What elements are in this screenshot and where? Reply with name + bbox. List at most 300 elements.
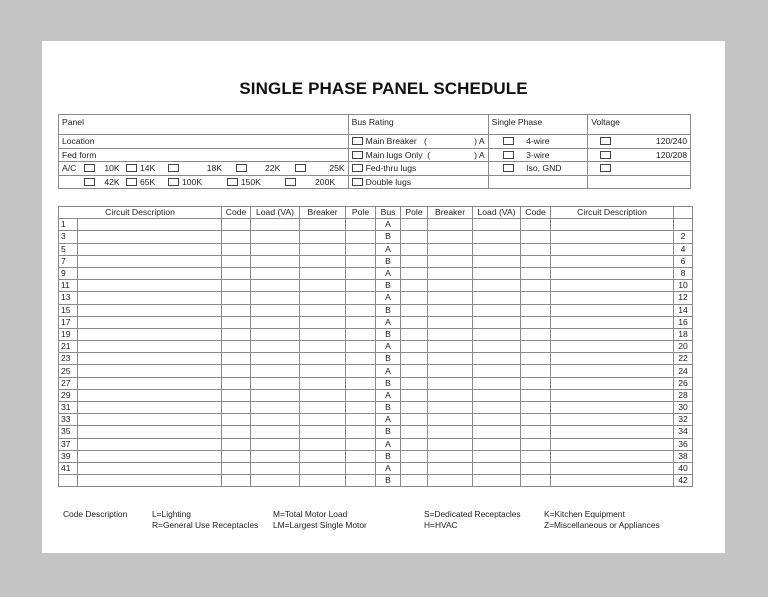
breaker-right[interactable] [428, 438, 473, 450]
load-left[interactable] [251, 353, 300, 365]
pole-right[interactable] [401, 353, 428, 365]
pole-left[interactable] [346, 328, 376, 340]
load-left[interactable] [251, 231, 300, 243]
breaker-right[interactable] [428, 389, 473, 401]
circuit-number-right: 34 [674, 426, 693, 438]
circuit-row [59, 231, 693, 243]
circuit-description-left[interactable] [78, 377, 222, 389]
pole-left[interactable] [346, 377, 376, 389]
circuit-number-left: 29 [59, 389, 78, 401]
checkbox-icon[interactable] [352, 178, 363, 186]
circuit-description-right[interactable] [551, 389, 674, 401]
load-left[interactable] [251, 243, 300, 255]
bus-phase: B [376, 475, 401, 487]
circuit-description-right[interactable] [551, 328, 674, 340]
code-right[interactable] [521, 316, 551, 328]
pole-left[interactable] [346, 414, 376, 426]
breaker-left[interactable] [300, 365, 346, 377]
header-code-right: Code [521, 207, 551, 219]
checkbox-icon[interactable] [352, 164, 363, 172]
code-left[interactable] [222, 462, 251, 474]
code-right[interactable] [521, 243, 551, 255]
checkbox-icon[interactable] [126, 164, 137, 172]
pole-left[interactable] [346, 316, 376, 328]
circuit-description-left[interactable] [78, 402, 222, 414]
breaker-right[interactable] [428, 328, 473, 340]
load-left[interactable] [251, 475, 300, 487]
load-right[interactable] [473, 255, 521, 267]
circuit-description-right[interactable] [551, 438, 674, 450]
code-left[interactable] [222, 292, 251, 304]
pole-left[interactable] [346, 475, 376, 487]
circuit-description-left[interactable] [78, 426, 222, 438]
checkbox-icon[interactable] [227, 178, 238, 186]
checkbox-icon[interactable] [503, 151, 514, 159]
load-left[interactable] [251, 316, 300, 328]
pole-left[interactable] [346, 389, 376, 401]
bus-phase: A [376, 438, 401, 450]
legend-col-2: M=Total Motor Load LM=Largest Single Motor [273, 509, 367, 530]
code-right[interactable] [521, 280, 551, 292]
load-right[interactable] [473, 475, 521, 487]
panel-info-table [58, 114, 691, 189]
code-left[interactable] [222, 377, 251, 389]
pole-right[interactable] [401, 377, 428, 389]
breaker-left[interactable] [300, 389, 346, 401]
pole-right[interactable] [401, 341, 428, 353]
ac-rating-row-2: 42K 65K 100K 150K 200K [59, 175, 349, 189]
code-left[interactable] [222, 231, 251, 243]
circuit-description-right[interactable] [551, 243, 674, 255]
circuit-number-left: 9 [59, 267, 78, 279]
breaker-right[interactable] [428, 255, 473, 267]
load-right[interactable] [473, 402, 521, 414]
checkbox-icon[interactable] [352, 151, 363, 159]
pole-right[interactable] [401, 219, 428, 231]
circuit-description-right[interactable] [551, 304, 674, 316]
circuit-description-right[interactable] [551, 353, 674, 365]
load-left[interactable] [251, 402, 300, 414]
breaker-left[interactable] [300, 292, 346, 304]
circuit-number-left: 3 [59, 231, 78, 243]
circuit-number-right: 8 [674, 267, 693, 279]
pole-left[interactable] [346, 255, 376, 267]
bus-option-main-breaker[interactable]: Main Breaker ( ) A [348, 135, 488, 149]
pole-left[interactable] [346, 304, 376, 316]
checkbox-icon[interactable] [84, 164, 95, 172]
pole-right[interactable] [401, 365, 428, 377]
bus-phase: B [376, 231, 401, 243]
pole-right[interactable] [401, 328, 428, 340]
load-left[interactable] [251, 280, 300, 292]
circuit-row [59, 341, 693, 353]
circuit-description-right[interactable] [551, 219, 674, 231]
circuit-description-left[interactable] [78, 280, 222, 292]
load-right[interactable] [473, 328, 521, 340]
load-left[interactable] [251, 438, 300, 450]
circuit-number-right: 12 [674, 292, 693, 304]
checkbox-icon[interactable] [503, 137, 514, 145]
circuit-row [59, 255, 693, 267]
circuit-number-right: 40 [674, 462, 693, 474]
circuit-row [59, 219, 693, 231]
load-right[interactable] [473, 414, 521, 426]
checkbox-icon[interactable] [503, 164, 514, 172]
circuit-description-right[interactable] [551, 426, 674, 438]
circuit-description-right[interactable] [551, 316, 674, 328]
code-right[interactable] [521, 267, 551, 279]
breaker-right[interactable] [428, 450, 473, 462]
circuit-row [59, 462, 693, 474]
pole-right[interactable] [401, 304, 428, 316]
code-left[interactable] [222, 389, 251, 401]
pole-left[interactable] [346, 353, 376, 365]
code-description-label: Code Description [63, 509, 128, 519]
legend-col-1: L=Lighting R=General Use Receptacles [152, 509, 259, 530]
pole-right[interactable] [401, 316, 428, 328]
load-left[interactable] [251, 414, 300, 426]
pole-left[interactable] [346, 462, 376, 474]
load-right[interactable] [473, 450, 521, 462]
pole-left[interactable] [346, 341, 376, 353]
checkbox-icon[interactable] [168, 164, 179, 172]
breaker-right[interactable] [428, 341, 473, 353]
circuit-description-left[interactable] [78, 389, 222, 401]
code-left[interactable] [222, 438, 251, 450]
load-right[interactable] [473, 462, 521, 474]
load-right[interactable] [473, 316, 521, 328]
load-right[interactable] [473, 267, 521, 279]
bus-phase: A [376, 292, 401, 304]
load-right[interactable] [473, 426, 521, 438]
pole-left[interactable] [346, 402, 376, 414]
code-left[interactable] [222, 475, 251, 487]
pole-left[interactable] [346, 219, 376, 231]
circuit-description-right[interactable] [551, 365, 674, 377]
load-left[interactable] [251, 389, 300, 401]
checkbox-icon[interactable] [600, 151, 611, 159]
load-left[interactable] [251, 365, 300, 377]
circuit-number-right: 42 [674, 475, 693, 487]
circuit-description-right[interactable] [551, 292, 674, 304]
pole-right[interactable] [401, 231, 428, 243]
breaker-right[interactable] [428, 219, 473, 231]
checkbox-icon[interactable] [126, 178, 137, 186]
breaker-right[interactable] [428, 377, 473, 389]
load-right[interactable] [473, 353, 521, 365]
load-right[interactable] [473, 365, 521, 377]
breaker-right[interactable] [428, 316, 473, 328]
code-right[interactable] [521, 402, 551, 414]
pole-right[interactable] [401, 475, 428, 487]
code-left[interactable] [222, 365, 251, 377]
code-left[interactable] [222, 414, 251, 426]
header-circuit-description-right: Circuit Description [551, 207, 674, 219]
bus-option-fed-thru[interactable]: Fed-thru lugs [348, 162, 488, 176]
code-left[interactable] [222, 280, 251, 292]
phase-option-3wire[interactable]: 3-wire [488, 148, 588, 162]
breaker-left[interactable] [300, 438, 346, 450]
circuit-number-left: 33 [59, 414, 78, 426]
code-right[interactable] [521, 341, 551, 353]
breaker-left[interactable] [300, 450, 346, 462]
checkbox-icon[interactable] [600, 137, 611, 145]
pole-right[interactable] [401, 402, 428, 414]
circuit-description-right[interactable] [551, 450, 674, 462]
code-right[interactable] [521, 475, 551, 487]
load-right[interactable] [473, 438, 521, 450]
code-left[interactable] [222, 341, 251, 353]
circuit-number-right: 24 [674, 365, 693, 377]
code-right[interactable] [521, 389, 551, 401]
breaker-left[interactable] [300, 462, 346, 474]
code-right[interactable] [521, 304, 551, 316]
breaker-right[interactable] [428, 365, 473, 377]
breaker-left[interactable] [300, 341, 346, 353]
circuit-description-left[interactable] [78, 450, 222, 462]
breaker-right[interactable] [428, 462, 473, 474]
load-right[interactable] [473, 304, 521, 316]
circuit-description-right[interactable] [551, 341, 674, 353]
circuit-row [59, 402, 693, 414]
breaker-left[interactable] [300, 353, 346, 365]
circuit-description-left[interactable] [78, 255, 222, 267]
load-left[interactable] [251, 267, 300, 279]
circuit-description-left[interactable] [78, 353, 222, 365]
load-right[interactable] [473, 280, 521, 292]
checkbox-icon[interactable] [285, 178, 296, 186]
load-right[interactable] [473, 243, 521, 255]
pole-right[interactable] [401, 438, 428, 450]
pole-right[interactable] [401, 450, 428, 462]
breaker-right[interactable] [428, 267, 473, 279]
pole-left[interactable] [346, 292, 376, 304]
breaker-left[interactable] [300, 426, 346, 438]
pole-right[interactable] [401, 292, 428, 304]
load-left[interactable] [251, 426, 300, 438]
code-right[interactable] [521, 414, 551, 426]
breaker-right[interactable] [428, 231, 473, 243]
code-right[interactable] [521, 353, 551, 365]
bus-phase: A [376, 316, 401, 328]
circuit-description-right[interactable] [551, 414, 674, 426]
breaker-right[interactable] [428, 426, 473, 438]
pole-left[interactable] [346, 426, 376, 438]
load-left[interactable] [251, 341, 300, 353]
checkbox-icon[interactable] [352, 137, 363, 145]
breaker-left[interactable] [300, 377, 346, 389]
pole-right[interactable] [401, 280, 428, 292]
breaker-left[interactable] [300, 402, 346, 414]
code-right[interactable] [521, 438, 551, 450]
pole-right[interactable] [401, 462, 428, 474]
code-right[interactable] [521, 462, 551, 474]
circuit-number-right: 36 [674, 438, 693, 450]
circuit-number-right: 16 [674, 316, 693, 328]
circuit-number-left: 41 [59, 462, 78, 474]
code-right[interactable] [521, 450, 551, 462]
pole-right[interactable] [401, 414, 428, 426]
breaker-right[interactable] [428, 353, 473, 365]
load-left[interactable] [251, 255, 300, 267]
code-right[interactable] [521, 365, 551, 377]
checkbox-icon[interactable] [295, 164, 306, 172]
code-right[interactable] [521, 292, 551, 304]
circuit-description-right[interactable] [551, 255, 674, 267]
header-load-right: Load (VA) [473, 207, 521, 219]
bus-phase: A [376, 365, 401, 377]
breaker-right[interactable] [428, 475, 473, 487]
load-left[interactable] [251, 462, 300, 474]
breaker-right[interactable] [428, 304, 473, 316]
page-title: SINGLE PHASE PANEL SCHEDULE [239, 79, 528, 98]
breaker-left[interactable] [300, 219, 346, 231]
circuit-description-right[interactable] [551, 475, 674, 487]
load-right[interactable] [473, 292, 521, 304]
breaker-left[interactable] [300, 475, 346, 487]
circuit-number-left: 39 [59, 450, 78, 462]
code-left[interactable] [222, 402, 251, 414]
circuit-description-left[interactable] [78, 231, 222, 243]
location-field[interactable]: Location [59, 135, 349, 149]
circuit-description-right[interactable] [551, 402, 674, 414]
breaker-left[interactable] [300, 328, 346, 340]
header-breaker-right: Breaker [428, 207, 473, 219]
code-left[interactable] [222, 243, 251, 255]
code-right[interactable] [521, 377, 551, 389]
code-left[interactable] [222, 219, 251, 231]
circuit-number-left: 7 [59, 255, 78, 267]
pole-left[interactable] [346, 365, 376, 377]
breaker-left[interactable] [300, 255, 346, 267]
circuit-description-left[interactable] [78, 462, 222, 474]
bus-phase: B [376, 353, 401, 365]
pole-left[interactable] [346, 280, 376, 292]
checkbox-icon[interactable] [168, 178, 179, 186]
code-left[interactable] [222, 304, 251, 316]
load-right[interactable] [473, 231, 521, 243]
pole-left[interactable] [346, 450, 376, 462]
pole-left[interactable] [346, 243, 376, 255]
code-left[interactable] [222, 450, 251, 462]
circuit-description-left[interactable] [78, 341, 222, 353]
pole-right[interactable] [401, 243, 428, 255]
load-right[interactable] [473, 377, 521, 389]
pole-right[interactable] [401, 267, 428, 279]
code-left[interactable] [222, 353, 251, 365]
breaker-left[interactable] [300, 243, 346, 255]
voltage-option-120-208[interactable]: 120/208 [588, 148, 691, 162]
load-left[interactable] [251, 292, 300, 304]
fed-form-field[interactable]: Fed form [59, 148, 349, 162]
breaker-left[interactable] [300, 414, 346, 426]
breaker-right[interactable] [428, 280, 473, 292]
voltage-option-120-240[interactable]: 120/240 [588, 135, 691, 149]
breaker-left[interactable] [300, 231, 346, 243]
breaker-right[interactable] [428, 402, 473, 414]
circuit-row [59, 438, 693, 450]
pole-right[interactable] [401, 426, 428, 438]
phase-option-iso-gnd[interactable]: Iso, GND [488, 162, 588, 176]
pole-right[interactable] [401, 389, 428, 401]
breaker-left[interactable] [300, 280, 346, 292]
circuit-description-right[interactable] [551, 231, 674, 243]
pole-left[interactable] [346, 267, 376, 279]
code-right[interactable] [521, 255, 551, 267]
breaker-right[interactable] [428, 292, 473, 304]
circuit-description-right[interactable] [551, 267, 674, 279]
panel-label: Panel [59, 115, 349, 135]
code-left[interactable] [222, 328, 251, 340]
circuit-number-right: 26 [674, 377, 693, 389]
bus-option-double-lugs[interactable]: Double lugs [348, 175, 488, 189]
circuit-description-left[interactable] [78, 328, 222, 340]
circuit-description-left[interactable] [78, 365, 222, 377]
load-left[interactable] [251, 328, 300, 340]
breaker-left[interactable] [300, 304, 346, 316]
circuit-number-right: 4 [674, 243, 693, 255]
code-right[interactable] [521, 231, 551, 243]
circuit-description-left[interactable] [78, 304, 222, 316]
load-left[interactable] [251, 377, 300, 389]
circuit-description-left[interactable] [78, 267, 222, 279]
circuit-description-left[interactable] [78, 292, 222, 304]
checkbox-icon[interactable] [600, 164, 611, 172]
bus-phase: B [376, 255, 401, 267]
circuit-row [59, 389, 693, 401]
breaker-right[interactable] [428, 414, 473, 426]
code-left[interactable] [222, 267, 251, 279]
circuit-description-left[interactable] [78, 438, 222, 450]
load-right[interactable] [473, 341, 521, 353]
checkbox-icon[interactable] [236, 164, 247, 172]
bus-phase: B [376, 377, 401, 389]
code-right[interactable] [521, 426, 551, 438]
pole-right[interactable] [401, 255, 428, 267]
checkbox-icon[interactable] [84, 178, 95, 186]
phase-option-4wire[interactable]: 4-wire [488, 135, 588, 149]
bus-phase: B [376, 426, 401, 438]
code-right[interactable] [521, 219, 551, 231]
circuit-description-left[interactable] [78, 316, 222, 328]
circuit-description-left[interactable] [78, 243, 222, 255]
code-left[interactable] [222, 426, 251, 438]
code-left[interactable] [222, 255, 251, 267]
load-right[interactable] [473, 389, 521, 401]
circuit-description-left[interactable] [78, 475, 222, 487]
circuit-description-right[interactable] [551, 462, 674, 474]
circuit-description-left[interactable] [78, 414, 222, 426]
circuit-number-right: 6 [674, 255, 693, 267]
circuit-description-right[interactable] [551, 280, 674, 292]
breaker-right[interactable] [428, 243, 473, 255]
load-right[interactable] [473, 219, 521, 231]
bus-phase: A [376, 219, 401, 231]
circuit-description-right[interactable] [551, 377, 674, 389]
bus-option-main-lugs[interactable]: Main lugs Only ( ) A [348, 148, 488, 162]
code-right[interactable] [521, 328, 551, 340]
voltage-option-other[interactable] [588, 162, 691, 176]
pole-left[interactable] [346, 231, 376, 243]
load-left[interactable] [251, 450, 300, 462]
breaker-left[interactable] [300, 316, 346, 328]
circuit-description-left[interactable] [78, 219, 222, 231]
pole-left[interactable] [346, 438, 376, 450]
breaker-left[interactable] [300, 267, 346, 279]
code-left[interactable] [222, 316, 251, 328]
load-left[interactable] [251, 219, 300, 231]
load-left[interactable] [251, 304, 300, 316]
